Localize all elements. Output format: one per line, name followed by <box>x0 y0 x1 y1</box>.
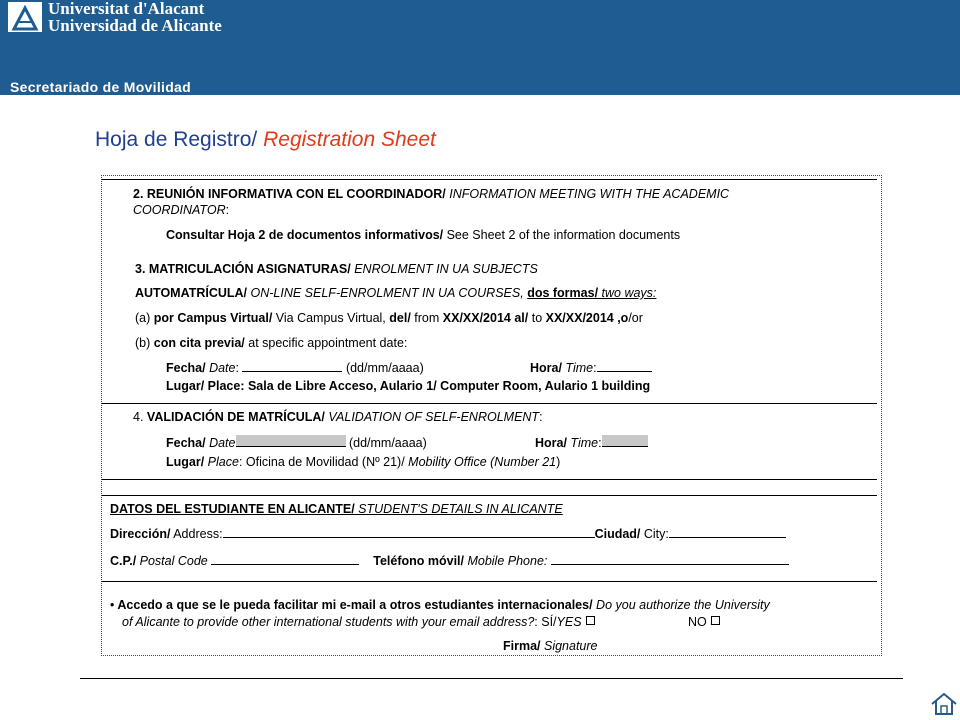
university-logo-icon <box>8 2 42 32</box>
section-3-date-row: Fecha/ Date: (dd/mm/aaaa) <box>166 361 424 375</box>
home-icon[interactable] <box>931 693 957 720</box>
divider <box>102 403 877 404</box>
section-4-date-row: Fecha/ Date (dd/mm/aaaa) <box>166 436 427 450</box>
divider <box>102 179 877 180</box>
city-field[interactable] <box>669 526 786 538</box>
university-name-es: Universidad de Alicante <box>48 16 222 35</box>
no-checkbox[interactable] <box>711 616 720 625</box>
page-title <box>95 128 436 152</box>
section-2-heading: 2. REUNIÓN INFORMATIVA CON EL COORDINADOR/ INFORMATION MEETING WITH THE ACADEMIC <box>133 187 730 201</box>
date-field[interactable] <box>236 435 346 447</box>
bottom-divider <box>80 678 903 679</box>
section-2-heading-cont: COORDINATOR: <box>133 203 230 217</box>
section-3-option-a: (a) por Campus Virtual/ Via Campus Virtual, del/ from XX/XX/2014 al/ to XX/XX/2014 ,o/or <box>135 311 643 325</box>
section-3-auto: AUTOMATRÍCULA/ ON-LINE SELF-ENROLMENT IN UA COURSES, dos formas/ two ways: <box>135 286 657 300</box>
section-4-heading: 4. VALIDACIÓN DE MATRÍCULA/ VALIDATION OF SELF-ENROLMENT: <box>133 410 543 424</box>
mobile-phone-field[interactable] <box>551 553 789 565</box>
postal-phone-row: C.P./ Postal Code Teléfono móvil/ Mobile Phone: <box>110 553 789 569</box>
section-3-place: Lugar/ Place: Sala de Libre Acceso, Aulario 1/ Computer Room, Aulario 1 building <box>166 379 651 393</box>
section-3-heading: 3. MATRICULACIÓN ASIGNATURAS/ ENROLMENT IN UA SUBJECTS <box>135 262 538 276</box>
section-3-option-b: (b) con cita previa/ at specific appointment date: <box>135 336 408 350</box>
registration-form <box>101 175 882 656</box>
signature-label: Firma/ Signature <box>503 639 598 653</box>
date-field[interactable] <box>242 360 342 372</box>
title-en: Registration Sheet <box>263 128 436 151</box>
divider <box>102 581 877 582</box>
address-row: Dirección/ Address: Ciudad/ City: <box>110 526 786 542</box>
section-4-place: Lugar/ Place: Oficina de Movilidad (Nº 21)/ Mobility Office (Number 21) <box>166 455 561 469</box>
address-field[interactable] <box>223 526 595 538</box>
header-banner <box>0 0 960 95</box>
postal-code-field[interactable] <box>211 553 359 565</box>
no-option: NO <box>688 615 720 630</box>
divider <box>102 495 877 496</box>
consent-question: • Accedo a que se le pueda facilitar mi e-mail a otros estudiantes internacionales/ Do you authorize the University <box>110 598 770 612</box>
section-3-time-row: Hora/ Time: <box>530 360 652 376</box>
student-heading: DATOS DEL ESTUDIANTE EN ALICANTE/ STUDENT'S DETAILS IN ALICANTE <box>110 502 563 516</box>
yes-checkbox[interactable] <box>586 616 595 625</box>
university-name-ca: Universitat d'Alacant <box>48 0 205 18</box>
section-4-time-row: Hora/ Time: <box>535 435 648 451</box>
consent-question-cont: of Alicante to provide other international students with your email address?: SÍ/YES <box>122 615 595 630</box>
section-2-consult: Consultar Hoja 2 de documentos informativos/ See Sheet 2 of the information documents <box>166 228 681 242</box>
office-name: Secretariado de Movilidad <box>10 79 191 95</box>
divider <box>102 479 877 480</box>
title-es: Hoja de Registro/ <box>95 128 264 151</box>
time-field[interactable] <box>602 435 648 447</box>
time-field[interactable] <box>597 360 652 372</box>
